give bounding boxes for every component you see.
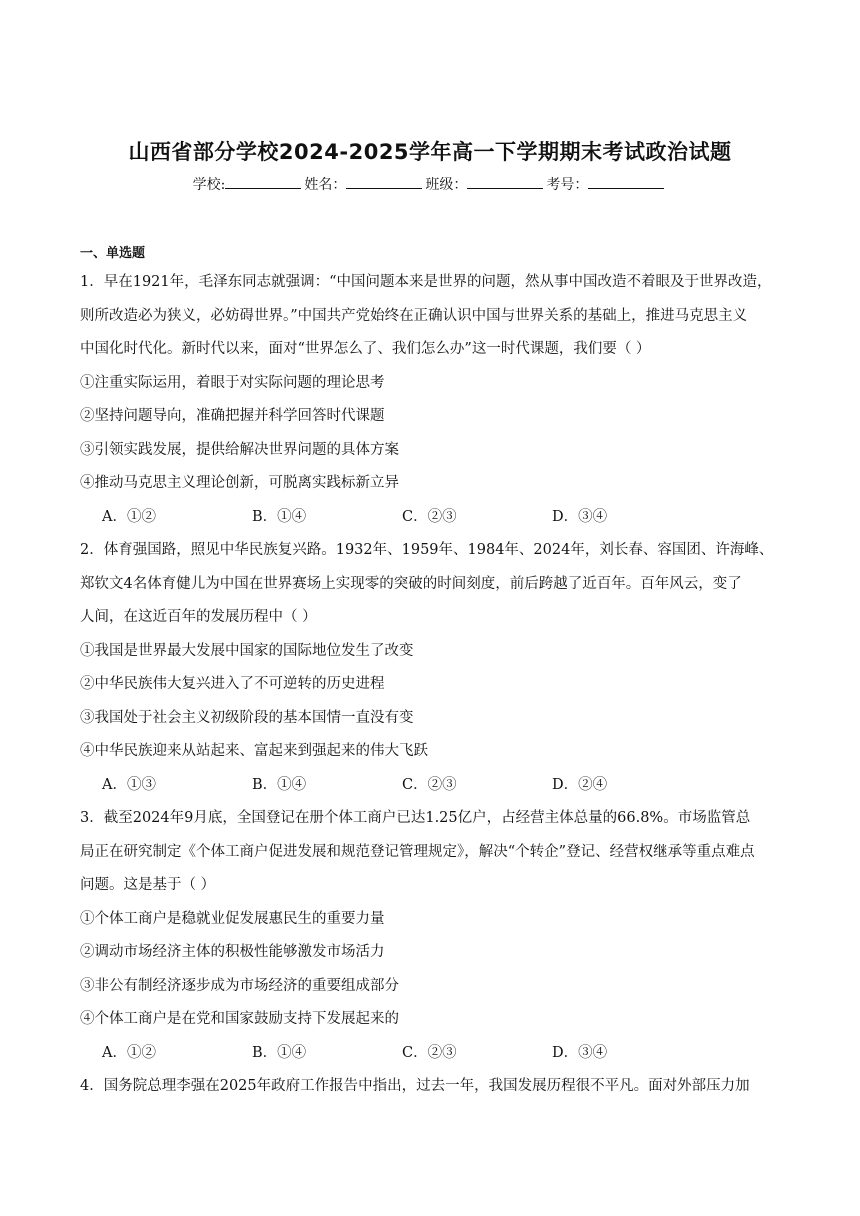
page-title: 山西省部分学校2024-2025学年高一下学期期末考试政治试题 — [128, 140, 732, 164]
name-label: 姓名： — [304, 177, 347, 193]
question-stem-line: 中国化时代化。新时代以来，面对“世界怎么了、我们怎么办”这一时代课题，我们要（ ） — [80, 341, 651, 357]
statement: ③引领实践发展，提供给解决世界问题的具体方案 — [80, 441, 399, 458]
student-info-line — [0, 174, 860, 194]
statement: ④中华民族迎来从站起来、富起来到强起来的伟大飞跃 — [80, 743, 428, 759]
statement: ①注重实际运用，着眼于对实际问题的理论思考 — [80, 374, 385, 391]
question-stem-line: 郑钦文4名体育健儿为中国在世界赛场上实现零的突破的时间刻度，前后跨越了近百年。百年风云，变了 — [80, 575, 742, 592]
class-blank[interactable] — [467, 175, 543, 189]
section-title: 一、单选题 — [80, 246, 146, 261]
option-a[interactable]: A．①③ — [102, 776, 156, 793]
answer-options — [80, 1037, 785, 1071]
statement: ②中华民族伟大复兴进入了不可逆转的历史进程 — [80, 676, 385, 692]
option-c[interactable]: C．②③ — [402, 1044, 457, 1061]
question-stem-line: 3．截至2024年9月底，全国登记在册个体工商户已达1.25亿户，占经营主体总量的66.8%。市场监管总 — [80, 810, 751, 826]
school-blank[interactable] — [225, 175, 301, 189]
option-a[interactable]: A．①② — [102, 508, 156, 525]
answer-options — [80, 769, 785, 803]
question-3 — [80, 802, 785, 1070]
option-d[interactable]: D．③④ — [552, 508, 608, 525]
option-b[interactable]: B．①④ — [252, 776, 307, 793]
exam-no-label: 考号： — [546, 177, 589, 193]
question-stem-line: 问题。这是基于（ ） — [80, 877, 216, 893]
option-b[interactable]: B．①④ — [252, 1044, 307, 1061]
statement: ③我国处于社会主义初级阶段的基本国情一直没有变 — [80, 709, 414, 726]
statement: ①我国是世界最大发展中国家的国际地位发生了改变 — [80, 642, 414, 659]
question-4 — [80, 1070, 785, 1104]
statement: ④个体工商户是在党和国家鼓励支持下发展起来的 — [80, 1011, 399, 1027]
question-stem-line: 则所改造必为狭义，必妨碍世界。”中国共产党始终在正确认识中国与世界关系的基础上，推进马克思主义 — [80, 307, 748, 324]
question-stem-line: 局正在研究制定《个体工商户促进发展和规范登记管理规定》，解决“个转企”登记、经营权继承等重点难点 — [80, 843, 755, 860]
school-label: 学校: — [192, 177, 226, 193]
statement: ③非公有制经济逐步成为市场经济的重要组成部分 — [80, 977, 399, 994]
name-blank[interactable] — [346, 175, 422, 189]
statement: ④推动马克思主义理论创新，可脱离实践标新立异 — [80, 475, 399, 491]
exam-no-blank[interactable] — [588, 175, 664, 189]
option-b[interactable]: B．①④ — [252, 508, 307, 525]
question-stem-line: 2．体育强国路，照见中华民族复兴路。1932年、1959年、1984年、2024年，刘长春、容国团、许海峰、 — [80, 542, 774, 558]
question-stem-line: 人间，在这近百年的发展历程中（ ） — [80, 609, 317, 625]
question-list — [80, 266, 785, 1104]
answer-options — [80, 501, 785, 535]
option-a[interactable]: A．①② — [102, 1044, 156, 1061]
option-d[interactable]: D．②④ — [552, 776, 608, 793]
option-c[interactable]: C．②③ — [402, 508, 457, 525]
question-stem-line: 1．早在1921年，毛泽东同志就强调：“中国问题本来是世界的问题，然从事中国改造不着眼及于世界改造， — [80, 274, 772, 290]
question-1 — [80, 266, 785, 534]
option-c[interactable]: C．②③ — [402, 776, 457, 793]
statement: ②坚持问题导向，准确把握并科学回答时代课题 — [80, 408, 385, 424]
question-stem-line: 4．国务院总理李强在2025年政府工作报告中指出，过去一年，我国发展历程很不平凡。面对外部压力加 — [80, 1078, 750, 1094]
statement: ①个体工商户是稳就业促发展惠民生的重要力量 — [80, 910, 385, 927]
question-2 — [80, 534, 785, 802]
statement: ②调动市场经济主体的积极性能够激发市场活力 — [80, 944, 385, 960]
option-d[interactable]: D．③④ — [552, 1044, 608, 1061]
class-label: 班级： — [425, 177, 468, 193]
